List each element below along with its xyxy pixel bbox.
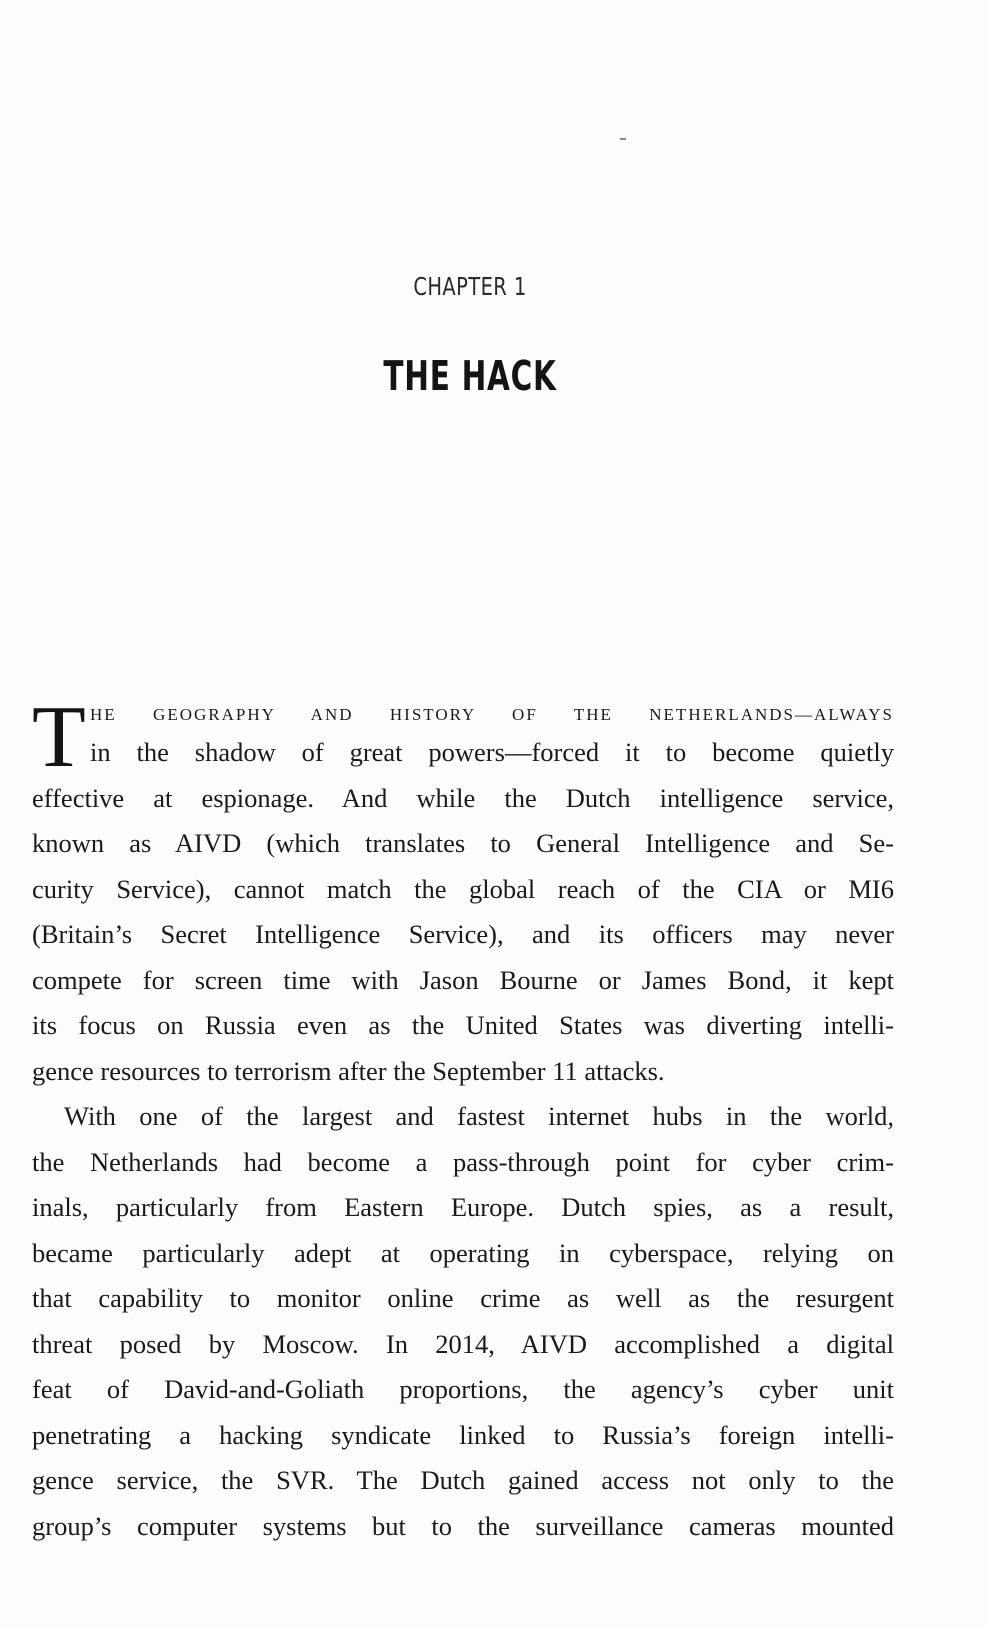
chapter-label: CHAPTER 1 (413, 272, 527, 301)
text-line: gence resources to terrorism after the September 11 attacks. (32, 1055, 665, 1086)
text-line: in the shadow of great powers—forced it to become quietly (90, 737, 894, 767)
text-line: feat of David-and-Goliath proportions, the agency’s cyber unit (32, 1374, 894, 1404)
body-text (32, 689, 894, 1549)
text-line: became particularly adept at operating in cyberspace, relying on (32, 1237, 894, 1268)
text-line: that capability to monitor online crime as well as the resurgent (32, 1283, 894, 1313)
text-line: the Netherlands had become a pass-through point for cyber crim- (32, 1146, 894, 1177)
text-line: effective at espionage. And while the Dutch intelligence service, (32, 782, 894, 813)
text-line: inals, particularly from Eastern Europe. Dutch spies, as a result, (32, 1192, 894, 1222)
chapter-title: THE HACK (383, 352, 557, 400)
text-line: curity Service), cannot match the global reach of the CIA or MI6 (32, 873, 894, 904)
text-line: known as AIVD (which translates to General Intelligence and Se- (32, 828, 894, 858)
scan-speck (620, 138, 626, 140)
text-line: threat posed by Moscow. In 2014, AIVD accomplished a digital (32, 1328, 894, 1359)
text-line: its focus on Russia even as the United States was diverting intelli- (32, 1010, 894, 1040)
text-line: (Britain’s Secret Intelligence Service), and its officers may never (32, 919, 894, 949)
text-line: group’s computer systems but to the surveillance cameras mounted (32, 1510, 894, 1541)
text-line: compete for screen time with Jason Bourne or James Bond, it kept (32, 964, 894, 995)
text-line: gence service, the SVR. The Dutch gained access not only to the (32, 1465, 894, 1495)
text-line: With one of the largest and fastest internet hubs in the world, (64, 1101, 894, 1131)
text-line: HE GEOGRAPHY AND HISTORY OF THE NETHERLANDS—ALWAYS (90, 705, 894, 724)
text-line: penetrating a hacking syndicate linked to Russia’s foreign intelli- (32, 1419, 894, 1450)
drop-cap: T (32, 689, 86, 786)
